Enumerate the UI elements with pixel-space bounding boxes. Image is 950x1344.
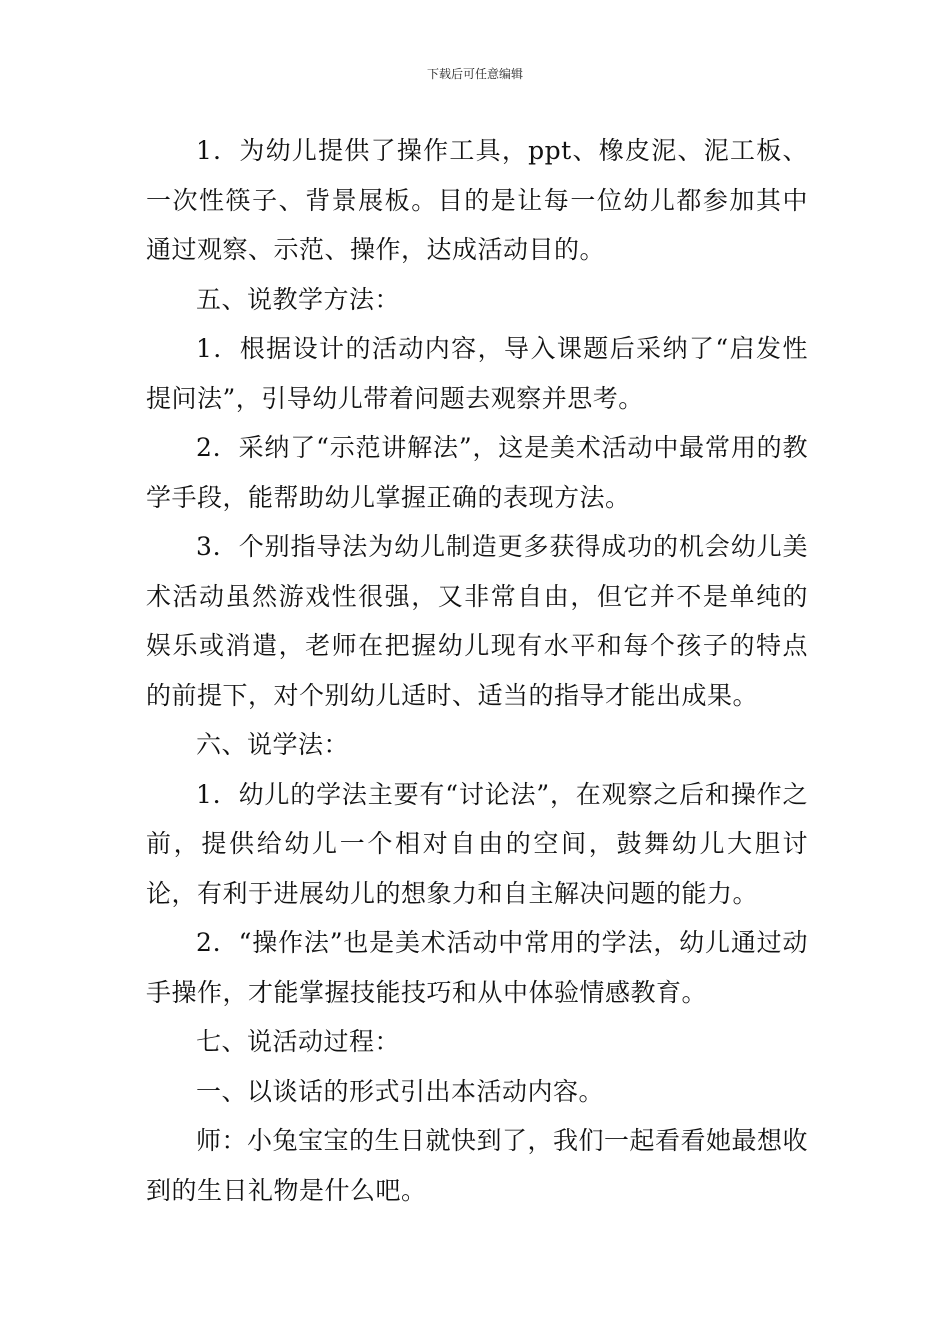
heading-teaching-methods: 五、说教学方法： — [196, 284, 401, 314]
paragraph-method-2: 2．采纳了“示范讲解法”，这是美术活动中最常用的教学手段，能帮助幼儿掌握正确的表现方法。 — [146, 433, 808, 512]
paragraph-learning-1: 1．幼儿的学法主要有“讨论法”，在观察之后和操作之前，提供给幼儿一个相对自由的空间，鼓舞幼儿大胆讨论，有利于进展幼儿的想象力和自主解决问题的能力。 — [146, 779, 808, 908]
heading-learning-methods: 六、说学法： — [196, 730, 350, 759]
paragraph-learning-2: 2．“操作法”也是美术活动中常用的学法，幼儿通过动手操作，才能掌握技能技巧和从中体验情感教育。 — [146, 928, 808, 1007]
document-body — [146, 126, 808, 1215]
paragraph-method-1: 1．根据设计的活动内容，导入课题后采纳了“启发性提问法”，引导幼儿带着问题去观察并思考。 — [146, 334, 808, 413]
heading-activity-process: 七、说活动过程： — [196, 1027, 401, 1056]
paragraph-tools: 1．为幼儿提供了操作工具，ppt、橡皮泥、泥工板、一次性筷子、背景展板。目的是让每一位幼儿都参加其中通过观察、示范、操作，达成活动目的。 — [146, 136, 808, 264]
paragraph-teacher-speech: 师：小兔宝宝的生日就快到了，我们一起看看她最想收到的生日礼物是什么吧。 — [146, 1126, 809, 1205]
paragraph-method-3: 3．个别指导法为幼儿制造更多获得成功的机会幼儿美术活动虽然游戏性很强，又非常自由，但它并不是单纯的娱乐或消遣，老师在把握幼儿现有水平和每个孩子的特点的前提下，对个别幼儿适时、适当的指导才能出成果。 — [146, 532, 808, 710]
paragraph-process-1: 一、以谈话的形式引出本活动内容。 — [196, 1076, 605, 1106]
page-header: 下载后可任意编辑 — [426, 67, 523, 81]
